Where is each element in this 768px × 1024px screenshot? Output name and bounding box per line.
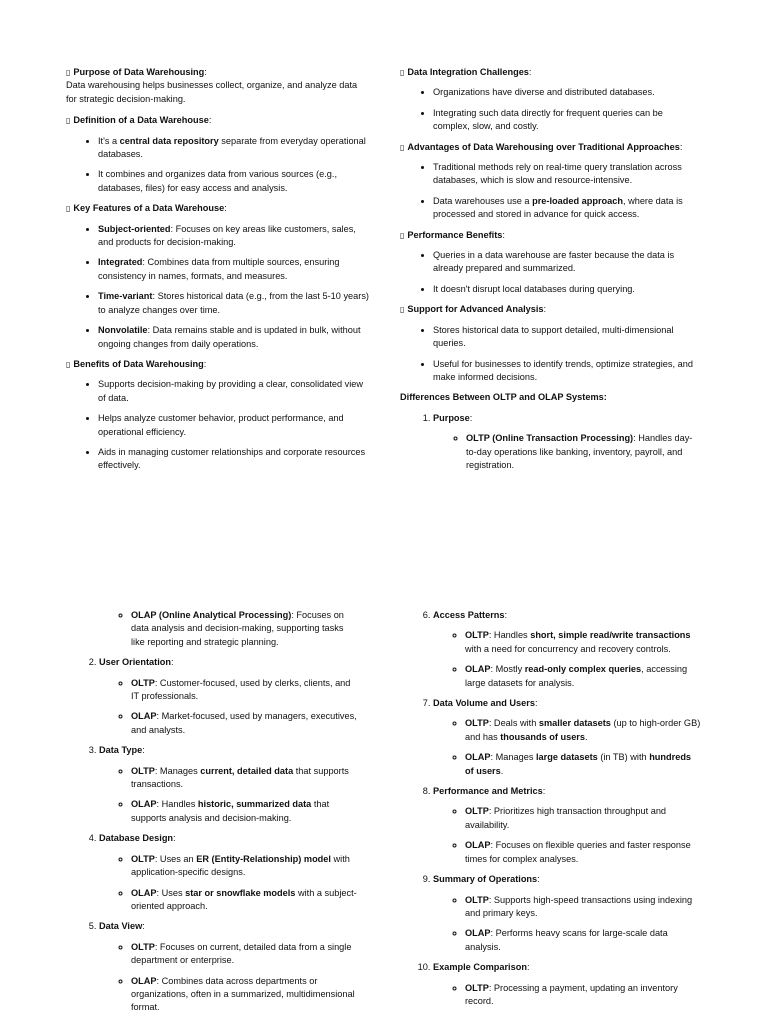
list-item: • Traditional methods rely on real-time query translation across databases, which is slow and resource-intensive. xyxy=(433,161,700,188)
missing-glyph-icon: ▯ xyxy=(400,305,405,315)
differences-list-continued xyxy=(99,656,359,1015)
purpose-sublist xyxy=(466,432,700,472)
analysis-heading: ▯ Support for Advanced Analysis: xyxy=(400,304,547,315)
right-top-column xyxy=(400,66,700,472)
list-item: ◦ OLAP: Mostly read-only complex queries, accessing large datasets for analysis. xyxy=(465,663,701,690)
list-item: ◦ OLTP: Customer-focused, used by clerks, clients, and IT professionals. xyxy=(131,677,359,704)
missing-glyph-icon: ▯ xyxy=(66,359,71,369)
list-item-data-volume: 7. Data Volume and Users: ◦ OLTP: Deals with smaller datasets (up to high-order GB) and has thousands of users. ◦ OLAP: Manages large datasets (in TB) with hundreds of users. xyxy=(433,697,701,778)
list-item: ◦ OLTP (Online Transaction Processing): Handles day-to-day operations like banking, inventory, payroll, and registration. xyxy=(466,432,700,472)
list-item: • It combines and organizes data from various sources (e.g., databases, files) for easy access and analysis. xyxy=(98,168,370,195)
integration-heading: ▯ Data Integration Challenges: xyxy=(400,67,532,77)
advantages-heading: ▯ Advantages of Data Warehousing over Traditional Approaches: xyxy=(400,141,683,152)
list-item: ◦ OLAP: Uses star or snowflake models with a subject-oriented approach. xyxy=(131,887,359,914)
purpose-olap-sublist xyxy=(131,609,359,649)
benefits-heading: ▯ Benefits of Data Warehousing: xyxy=(66,358,207,369)
list-item: • Stores historical data to support detailed, multi-dimensional queries. xyxy=(433,324,700,351)
differences-list xyxy=(433,412,700,473)
list-item: ◦ OLTP: Prioritizes high transaction throughput and availability. xyxy=(465,805,701,832)
list-item: ◦ OLTP: Processing a payment, updating an inventory record. xyxy=(465,982,701,1009)
list-item-data-view: 5. Data View: ◦ OLTP: Focuses on current, detailed data from a single department or enterprise. ◦ OLAP: Combines data across departments or organizations, often in a summarized, multidimensional format. xyxy=(99,920,359,1014)
list-item: • Nonvolatile: Data remains stable and is updated in bulk, without ongoing changes from daily operations. xyxy=(98,324,370,351)
list-item: • Useful for businesses to identify trends, optimize strategies, and make informed decisions. xyxy=(433,358,700,385)
sublist xyxy=(131,853,359,914)
list-item: ◦ OLAP: Market-focused, used by managers, executives, and analysts. xyxy=(131,710,359,737)
sublist xyxy=(465,629,701,690)
list-item: ◦ OLAP: Combines data across departments or organizations, often in a summarized, multidimensional format. xyxy=(131,975,359,1015)
sublist xyxy=(131,941,359,1015)
analysis-list xyxy=(433,324,700,385)
differences-heading: Differences Between OLTP and OLAP Systems: xyxy=(400,392,607,403)
list-item: • Organizations have diverse and distributed databases. xyxy=(433,86,700,99)
list-item: • Integrated: Combines data from multiple sources, ensuring consistency in names, formats, and measures. xyxy=(98,256,370,283)
list-item-user-orientation: 2. User Orientation: ◦ OLTP: Customer-focused, used by clerks, clients, and IT professionals. ◦ OLAP: Market-focused, used by managers, executives, and analysts. xyxy=(99,656,359,737)
list-item: ◦ OLTP: Handles short, simple read/write transactions with a need for concurrency and recovery controls. xyxy=(465,629,701,656)
list-item: ◦ OLTP: Supports high-speed transactions using indexing and primary keys. xyxy=(465,894,701,921)
list-item: • Helps analyze customer behavior, product performance, and operational efficiency. xyxy=(98,412,370,439)
list-item: • Integrating such data directly for frequent queries can be complex, slow, and costly. xyxy=(433,107,700,134)
list-item: ◦ OLAP: Handles historic, summarized data that supports analysis and decision-making. xyxy=(131,798,359,825)
list-item-performance-metrics: 8. Performance and Metrics: ◦ OLTP: Prioritizes high transaction throughput and availability. ◦ OLAP: Focuses on flexible queries and faster response times for complex analyses. xyxy=(433,785,701,866)
left-bottom-column xyxy=(99,609,359,1015)
right-bottom-column xyxy=(433,609,701,1008)
purpose-text: Data warehousing helps businesses collect, organize, and analyze data for strategic decision-making. xyxy=(66,80,358,104)
list-item: • Time-variant: Stores historical data (e.g., from the last 5-10 years) to analyze changes over time. xyxy=(98,290,370,317)
integration-list xyxy=(433,86,700,133)
sublist xyxy=(131,765,359,826)
missing-glyph-icon: ▯ xyxy=(66,116,71,126)
advantages-list xyxy=(433,161,700,222)
list-item: • It doesn't disrupt local databases during querying. xyxy=(433,283,700,296)
missing-glyph-icon: ▯ xyxy=(66,204,71,214)
performance-heading: ▯ Performance Benefits: xyxy=(400,229,505,240)
list-item: ◦ OLAP: Performs heavy scans for large-scale data analysis. xyxy=(465,927,701,954)
sublist xyxy=(465,717,701,778)
list-item-purpose: 1. Purpose: ◦ OLTP (Online Transaction Processing): Handles day-to-day operations like banking, inventory, payroll, and registration. xyxy=(433,412,700,473)
list-item-example-comparison: 10. Example Comparison: ◦ OLTP: Processing a payment, updating an inventory record. xyxy=(433,961,701,1008)
differences-list-continued xyxy=(433,609,701,1008)
list-item: • Subject-oriented: Focuses on key areas like customers, sales, and products for decision-making. xyxy=(98,223,370,250)
list-item-data-type: 3. Data Type: ◦ OLTP: Manages current, detailed data that supports transactions. ◦ OLAP: Handles historic, summarized data that supports analysis and decision-making. xyxy=(99,744,359,825)
definition-heading: ▯ Definition of a Data Warehouse: xyxy=(66,115,212,126)
definition-list xyxy=(98,135,370,196)
purpose-heading: ▯ Purpose of Data Warehousing: xyxy=(66,67,207,77)
missing-glyph-icon: ▯ xyxy=(400,142,405,152)
features-heading: ▯ Key Features of a Data Warehouse: xyxy=(66,203,227,214)
list-item: ◦ OLTP: Focuses on current, detailed data from a single department or enterprise. xyxy=(131,941,359,968)
sublist xyxy=(131,677,359,738)
missing-glyph-icon: ▯ xyxy=(66,68,71,77)
sublist xyxy=(465,894,701,955)
list-item-database-design: 4. Database Design: ◦ OLTP: Uses an ER (Entity-Relationship) model with application-specific designs. ◦ OLAP: Uses star or snowflake models with a subject-oriented approach. xyxy=(99,832,359,913)
benefits-list xyxy=(98,378,370,472)
list-item: • It's a central data repository separate from everyday operational databases. xyxy=(98,135,370,162)
missing-glyph-icon: ▯ xyxy=(400,68,405,77)
list-item: • Supports decision-making by providing a clear, consolidated view of data. xyxy=(98,378,370,405)
performance-list xyxy=(433,249,700,296)
list-item: • Aids in managing customer relationships and corporate resources effectively. xyxy=(98,446,370,473)
sublist xyxy=(465,805,701,866)
list-item-access-patterns: 6. Access Patterns: ◦ OLTP: Handles short, simple read/write transactions with a need for concurrency and recovery controls. ◦ OLAP: Mostly read-only complex queries, accessing large datasets for analysis. xyxy=(433,609,701,690)
list-item: ◦ OLAP: Focuses on flexible queries and faster response times for complex analyses. xyxy=(465,839,701,866)
list-item: ◦ OLTP: Deals with smaller datasets (up to high-order GB) and has thousands of users. xyxy=(465,717,701,744)
missing-glyph-icon: ▯ xyxy=(400,230,405,240)
list-item: • Data warehouses use a pre-loaded approach, where data is processed and stored in advance for quick access. xyxy=(433,195,700,222)
left-top-column xyxy=(66,66,370,473)
list-item: ◦ OLAP (Online Analytical Processing): Focuses on data analysis and decision-making, supporting tasks like reporting and strategic planning. xyxy=(131,609,359,649)
sublist xyxy=(465,982,701,1009)
list-item: ◦ OLAP: Manages large datasets (in TB) with hundreds of users. xyxy=(465,751,701,778)
list-item: ◦ OLTP: Manages current, detailed data that supports transactions. xyxy=(131,765,359,792)
list-item: • Queries in a data warehouse are faster because the data is already prepared and summarized. xyxy=(433,249,700,276)
list-item-summary-operations: 9. Summary of Operations: ◦ OLTP: Supports high-speed transactions using indexing and primary keys. ◦ OLAP: Performs heavy scans for large-scale data analysis. xyxy=(433,873,701,954)
features-list xyxy=(98,223,370,351)
list-item: ◦ OLTP: Uses an ER (Entity-Relationship) model with application-specific designs. xyxy=(131,853,359,880)
